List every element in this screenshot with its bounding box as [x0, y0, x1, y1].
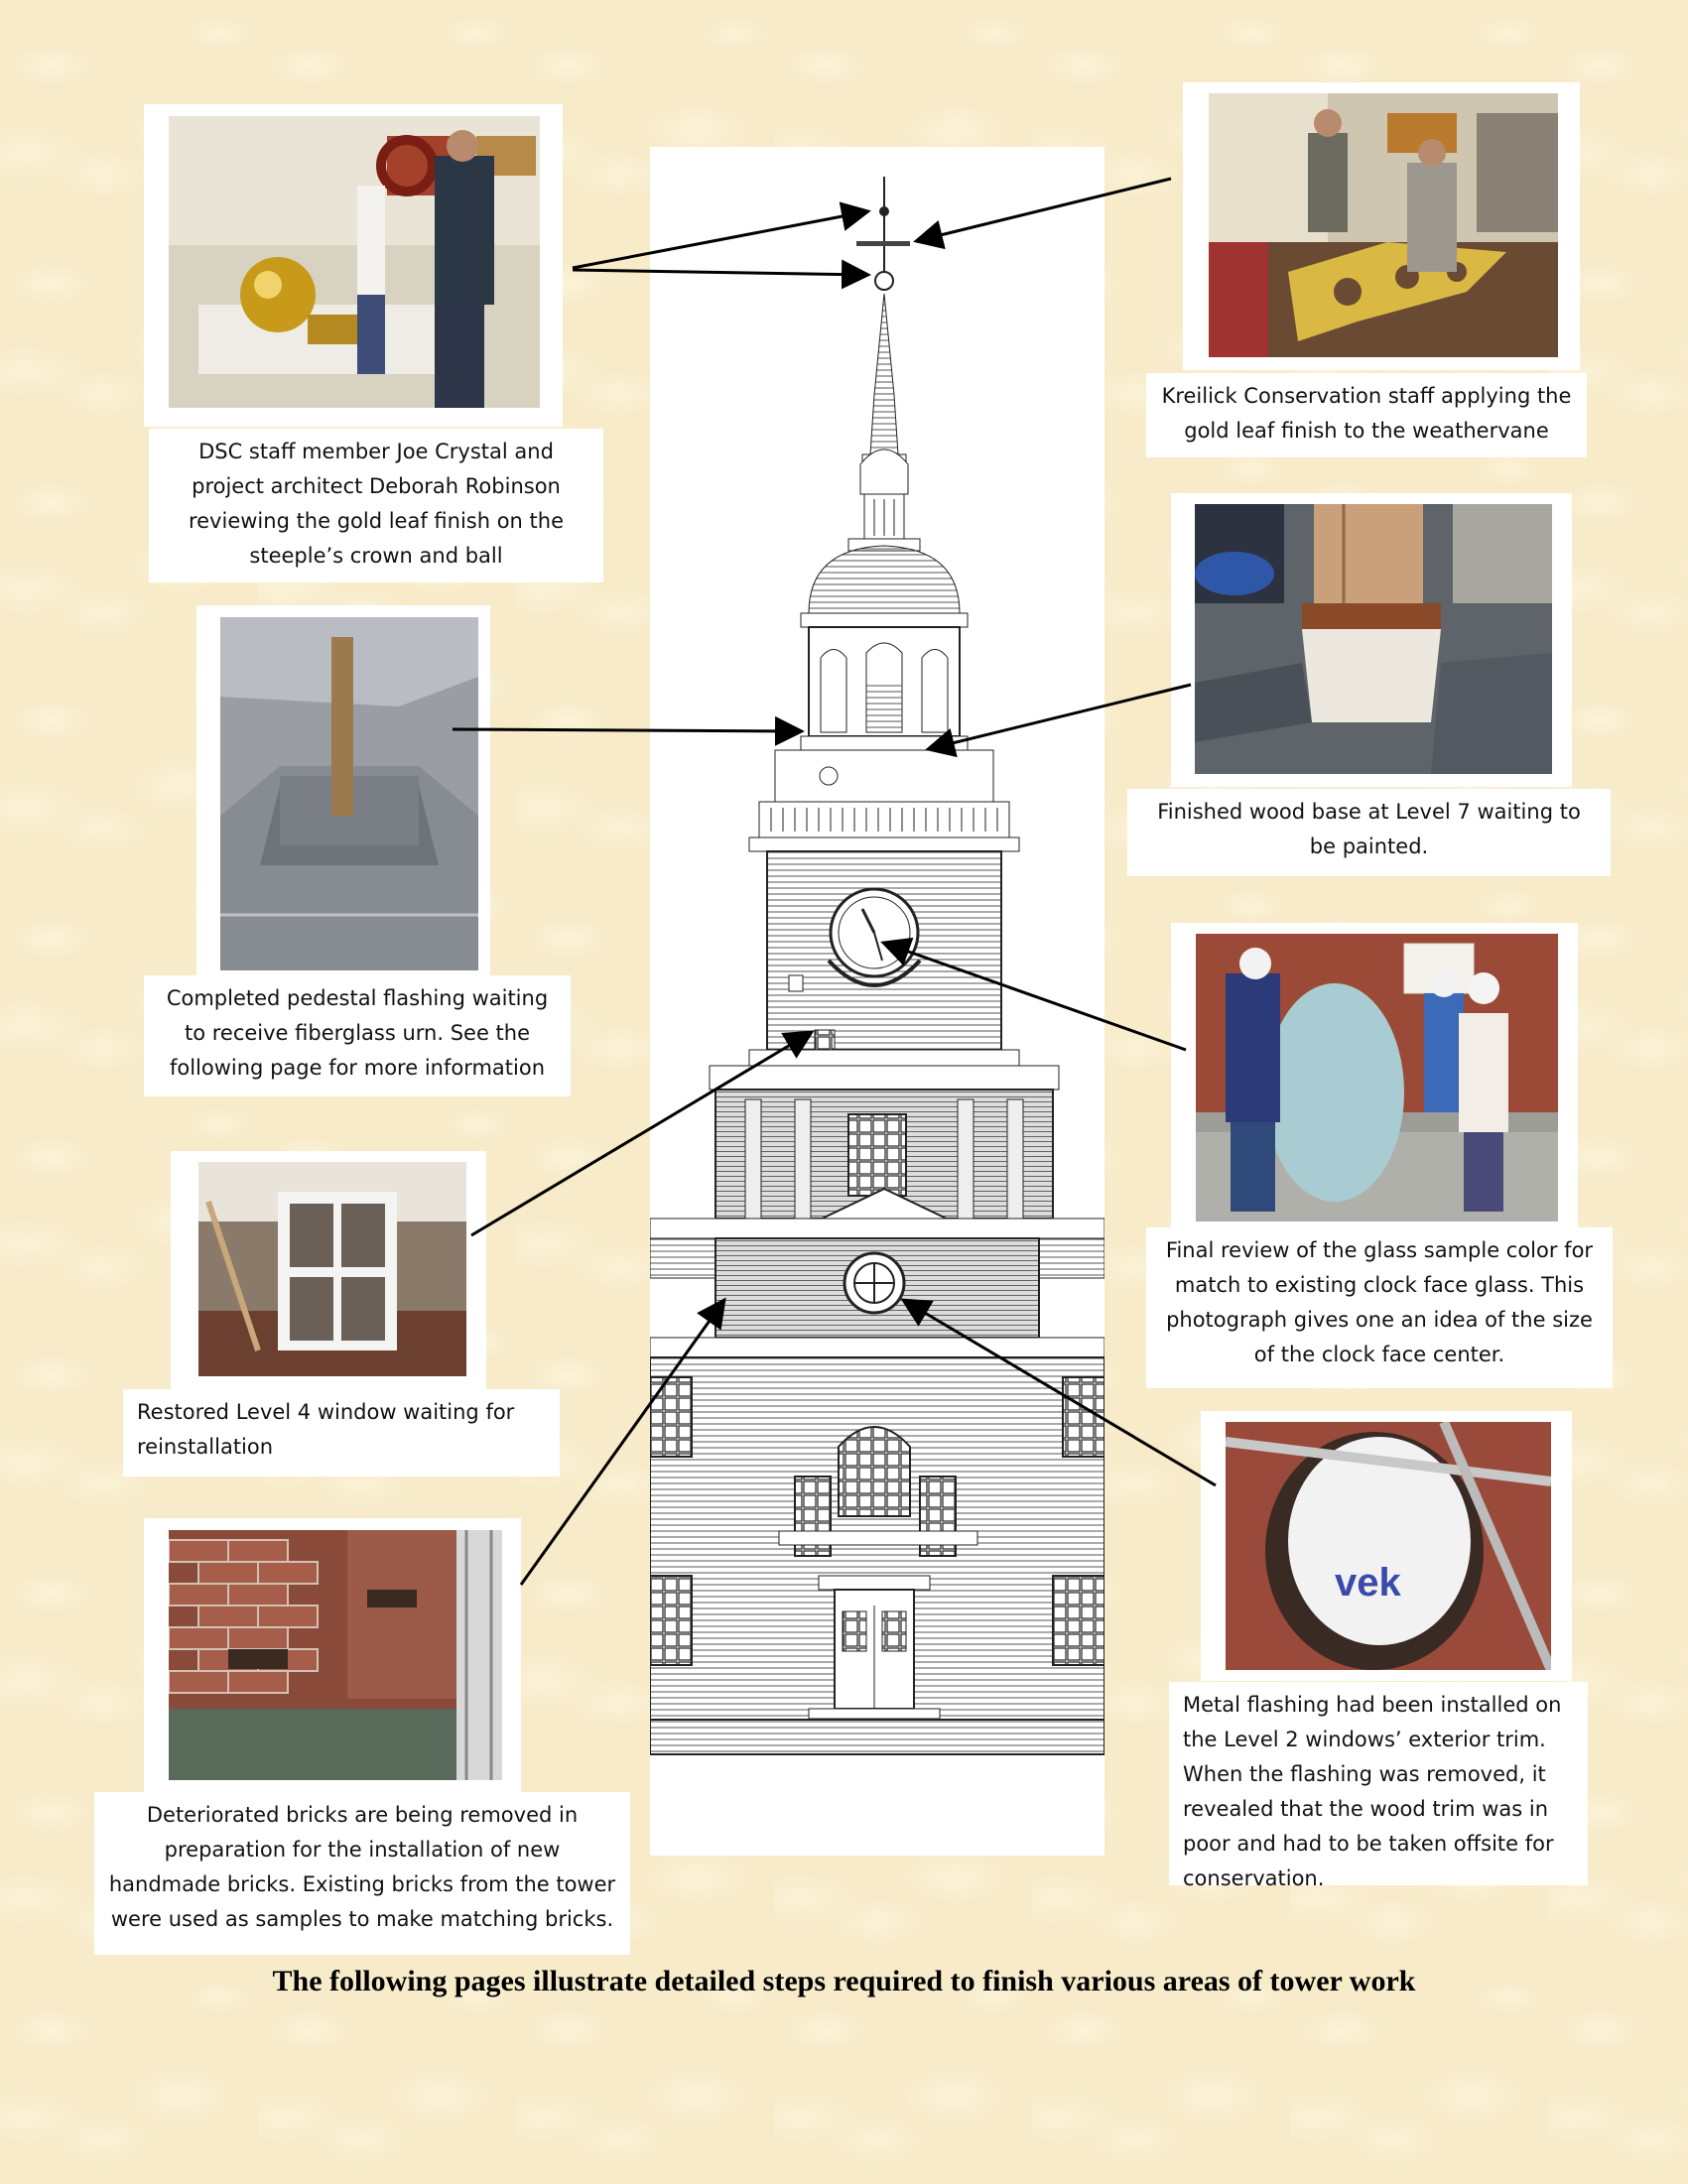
caption-glass-sample: Final review of the glass sample color for match to existing clock face glass. This photograph gives one an idea of the size of the clock face center. [1146, 1227, 1613, 1388]
photo-sign-text: vek [1335, 1561, 1401, 1605]
arrow-bricks [521, 1300, 724, 1585]
caption-crown-ball: DSC staff member Joe Crystal and project architect Deborah Robinson reviewing the gold leaf finish on the steeple’s crown and ball [149, 429, 603, 582]
arrow-window [471, 1032, 812, 1235]
caption-window: Restored Level 4 window waiting for reinstallation [123, 1389, 560, 1477]
footer-summary: The following pages illustrate detailed steps required to finish various areas of tower work [272, 1965, 1416, 1997]
caption-metal-flashing: Metal flashing had been installed on the Level 2 windows’ exterior trim. When the flashing was removed, it revealed that the wood trim was in poor and had to be taken offsite for conservation. [1169, 1682, 1588, 1885]
arrow-weathervane [916, 179, 1171, 241]
arrow-crown-ball-ball [573, 270, 868, 275]
arrow-wood-base [928, 685, 1191, 749]
arrow-glass-sample [883, 943, 1186, 1050]
arrow-metal-flashing [903, 1300, 1216, 1485]
caption-pedestal: Completed pedestal flashing waiting to receive fiberglass urn. See the following page for more information [144, 975, 571, 1096]
arrow-pedestal [453, 729, 802, 731]
caption-wood-base: Finished wood base at Level 7 waiting to be painted. [1127, 789, 1611, 876]
caption-weathervane: Kreilick Conservation staff applying the gold leaf finish to the weathervane [1146, 373, 1587, 457]
arrow-crown-ball-top [573, 211, 868, 268]
caption-bricks: Deteriorated bricks are being removed in preparation for the installation of new handmade bricks. Existing bricks from the tower were used as samples to make matching bricks. [94, 1792, 630, 1955]
